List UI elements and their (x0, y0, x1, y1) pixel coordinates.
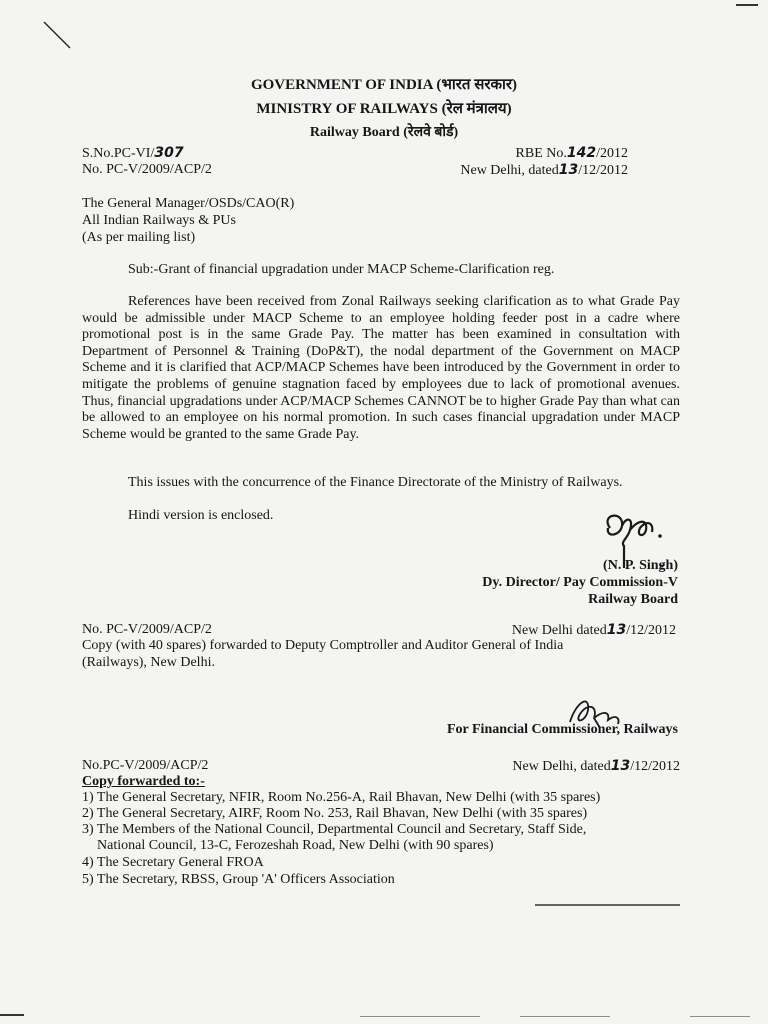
distribution-item: 2) The General Secretary, AIRF, Room No. 253, Rail Bhavan, New Delhi (with 35 spares) (82, 806, 588, 821)
scan-edge (520, 1016, 610, 1017)
signatory-designation: Dy. Director/ Pay Commission-V (482, 575, 678, 590)
footer-path-mark (535, 904, 680, 906)
distribution-item: 1) The General Secretary, NFIR, Room No.256-A, Rail Bhavan, New Delhi (with 35 spares) (82, 790, 601, 805)
copy2-file-number: No.PC-V/2009/ACP/2 (82, 758, 209, 773)
copy1-sign-line: For Financial Commissioner, Railways (446, 722, 678, 737)
edge-mark (736, 4, 758, 6)
scan-edge (0, 1014, 24, 1016)
body-paragraph-1: References have been received from Zonal Railways seeking clarification as to what Grade Pay would be admissible under MACP Scheme to an employee holding feeder post in a cadre where promotional post is in the same Grade Pay. The matter has been examined in consultation with Department of Personnel & Training (DoP&T), the nodal department of the Government on MACP Scheme and it is clarified that ACP/MACP Schemes have been introduced by the Government in order to mitigate the problems of genuine stagnation faced by employees due to lack of promotional avenues. Thus, financial upgradations under ACP/MACP Schemes CANNOT be to higher Grade Pay than what can be allowed to an employee on his normal promotion. In such cases financial upgradation under MACP Scheme would be granted to the same Grade Pay. (82, 294, 680, 442)
serial-number: S.No.PC-VI/307 (82, 145, 184, 161)
rbe-number: RBE No.142/2012 (515, 145, 628, 161)
copy1-text: Copy (with 40 spares) forwarded to Deputy Comptroller and Auditor General of India (82, 638, 564, 653)
board-heading: Railway Board (रेलवे बोर्ड) (309, 125, 459, 140)
pen-mark (40, 18, 76, 52)
signatory-name: (N. P. Singh) (603, 558, 678, 573)
copy1-text: (Railways), New Delhi. (82, 655, 215, 670)
addressee-line: (As per mailing list) (82, 230, 196, 245)
addressee-line: All Indian Railways & PUs (82, 213, 236, 228)
scan-edge (360, 1016, 480, 1017)
copy2-date: New Delhi, dated13/12/2012 (512, 758, 680, 774)
addressee-line: The General Manager/OSDs/CAO(R) (82, 196, 295, 211)
scan-edge (690, 1016, 750, 1017)
signatory-office: Railway Board (588, 592, 678, 607)
copy2-heading: Copy forwarded to:- (82, 774, 205, 789)
file-number: No. PC-V/2009/ACP/2 (82, 162, 212, 177)
subject-line: Sub:-Grant of financial upgradation under MACP Scheme-Clarification reg. (128, 262, 555, 277)
copy1-file-number: No. PC-V/2009/ACP/2 (82, 622, 212, 637)
gov-heading: GOVERNMENT OF INDIA (भारत सरकार) (250, 77, 518, 93)
copy1-date: New Delhi dated13/12/2012 (511, 622, 676, 638)
ministry-heading: MINISTRY OF RAILWAYS (रेल मंत्रालय) (256, 101, 512, 117)
distribution-item: 5) The Secretary, RBSS, Group 'A' Officers Association (82, 872, 395, 887)
distribution-item: 4) The Secretary General FROA (82, 855, 264, 870)
body-paragraph-2: This issues with the concurrence of the Finance Directorate of the Ministry of Railways. (128, 475, 623, 490)
distribution-item: 3) The Members of the National Council, Departmental Council and Secretary, Staff Side, (82, 822, 587, 837)
issue-date: New Delhi, dated13/12/2012 (460, 162, 628, 178)
distribution-item: National Council, 13-C, Ferozeshah Road, New Delhi (with 90 spares) (97, 838, 494, 853)
body-paragraph-3: Hindi version is enclosed. (128, 508, 274, 523)
